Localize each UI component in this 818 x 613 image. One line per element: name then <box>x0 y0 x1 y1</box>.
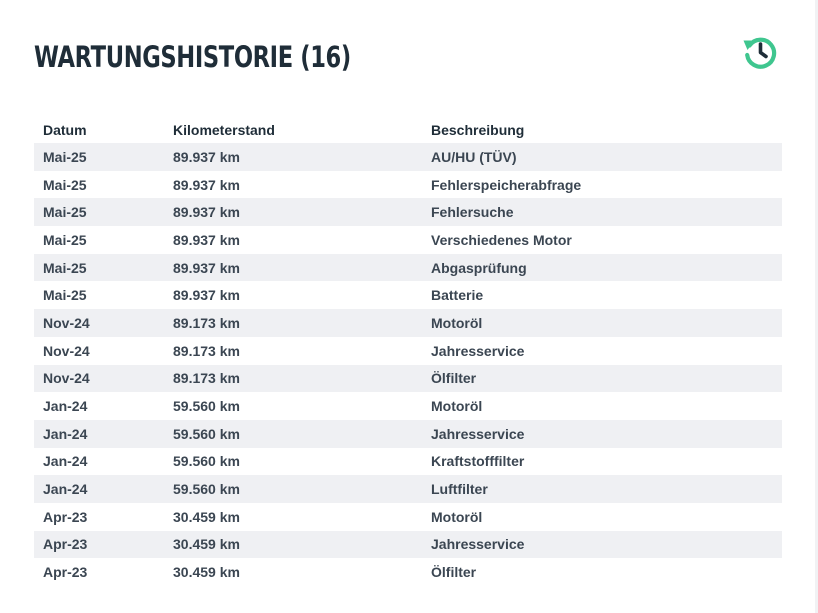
cell-date: Nov-24 <box>43 314 90 331</box>
table-header-row <box>34 116 782 143</box>
cell-mileage: 89.173 km <box>173 370 240 387</box>
cell-date: Jan-24 <box>43 425 88 442</box>
cell-date: Mai-25 <box>43 176 87 193</box>
table-row <box>34 171 782 199</box>
cell-date: Jan-24 <box>43 481 88 498</box>
cell-description: Jahresservice <box>431 425 525 442</box>
cell-mileage: 59.560 km <box>173 425 240 442</box>
table-row <box>34 503 782 531</box>
page-title: WARTUNGSHISTORIE (16) <box>34 40 351 74</box>
cell-date: Mai-25 <box>43 204 87 221</box>
maintenance-table <box>34 116 782 586</box>
table-row <box>34 448 782 476</box>
cell-mileage: 59.560 km <box>173 481 240 498</box>
cell-description: AU/HU (TÜV) <box>431 148 517 165</box>
cell-description: Motoröl <box>431 508 483 525</box>
table-row <box>34 198 782 226</box>
cell-date: Jan-24 <box>43 398 88 415</box>
table-row <box>34 254 782 282</box>
table-row <box>34 309 782 337</box>
cell-description: Ölfilter <box>431 370 477 387</box>
table-row <box>34 281 782 309</box>
cell-mileage: 89.937 km <box>173 204 240 221</box>
table-row <box>34 475 782 503</box>
cell-description: Fehlerspeicherabfrage <box>431 176 582 193</box>
cell-description: Batterie <box>431 287 484 304</box>
column-header-mileage: Kilometerstand <box>173 121 275 138</box>
table-row <box>34 420 782 448</box>
cell-mileage: 89.937 km <box>173 176 240 193</box>
cell-date: Mai-25 <box>43 231 87 248</box>
cell-date: Jan-24 <box>43 453 88 470</box>
table-row <box>34 558 782 586</box>
history-clock-icon <box>741 32 779 70</box>
cell-description: Fehlersuche <box>431 204 514 221</box>
table-row <box>34 531 782 559</box>
cell-mileage: 89.937 km <box>173 259 240 276</box>
cell-date: Nov-24 <box>43 370 90 387</box>
cell-date: Mai-25 <box>43 287 87 304</box>
cell-description: Jahresservice <box>431 536 525 553</box>
column-header-description: Beschreibung <box>431 121 525 138</box>
cell-description: Jahresservice <box>431 342 525 359</box>
cell-mileage: 30.459 km <box>173 564 240 581</box>
table-row <box>34 365 782 393</box>
table-row <box>34 392 782 420</box>
cell-description: Abgasprüfung <box>431 259 527 276</box>
cell-date: Apr-23 <box>43 564 88 581</box>
cell-description: Luftfilter <box>431 481 488 498</box>
cell-description: Motoröl <box>431 314 483 331</box>
cell-date: Apr-23 <box>43 536 88 553</box>
cell-description: Ölfilter <box>431 564 477 581</box>
cell-date: Mai-25 <box>43 148 87 165</box>
cell-description: Motoröl <box>431 398 483 415</box>
column-header-date: Datum <box>43 121 87 138</box>
cell-mileage: 30.459 km <box>173 536 240 553</box>
cell-mileage: 59.560 km <box>173 453 240 470</box>
cell-date: Nov-24 <box>43 342 90 359</box>
cell-mileage: 89.937 km <box>173 231 240 248</box>
cell-mileage: 30.459 km <box>173 508 240 525</box>
table-body <box>34 143 782 586</box>
cell-date: Apr-23 <box>43 508 88 525</box>
table-row <box>34 143 782 171</box>
history-button[interactable] <box>741 32 779 70</box>
cell-date: Mai-25 <box>43 259 87 276</box>
cell-mileage: 89.937 km <box>173 287 240 304</box>
table-row <box>34 337 782 365</box>
cell-mileage: 59.560 km <box>173 398 240 415</box>
cell-description: Verschiedenes Motor <box>431 231 572 248</box>
cell-mileage: 89.173 km <box>173 342 240 359</box>
table-row <box>34 226 782 254</box>
cell-mileage: 89.173 km <box>173 314 240 331</box>
cell-mileage: 89.937 km <box>173 148 240 165</box>
cell-description: Kraftstofffilter <box>431 453 525 470</box>
